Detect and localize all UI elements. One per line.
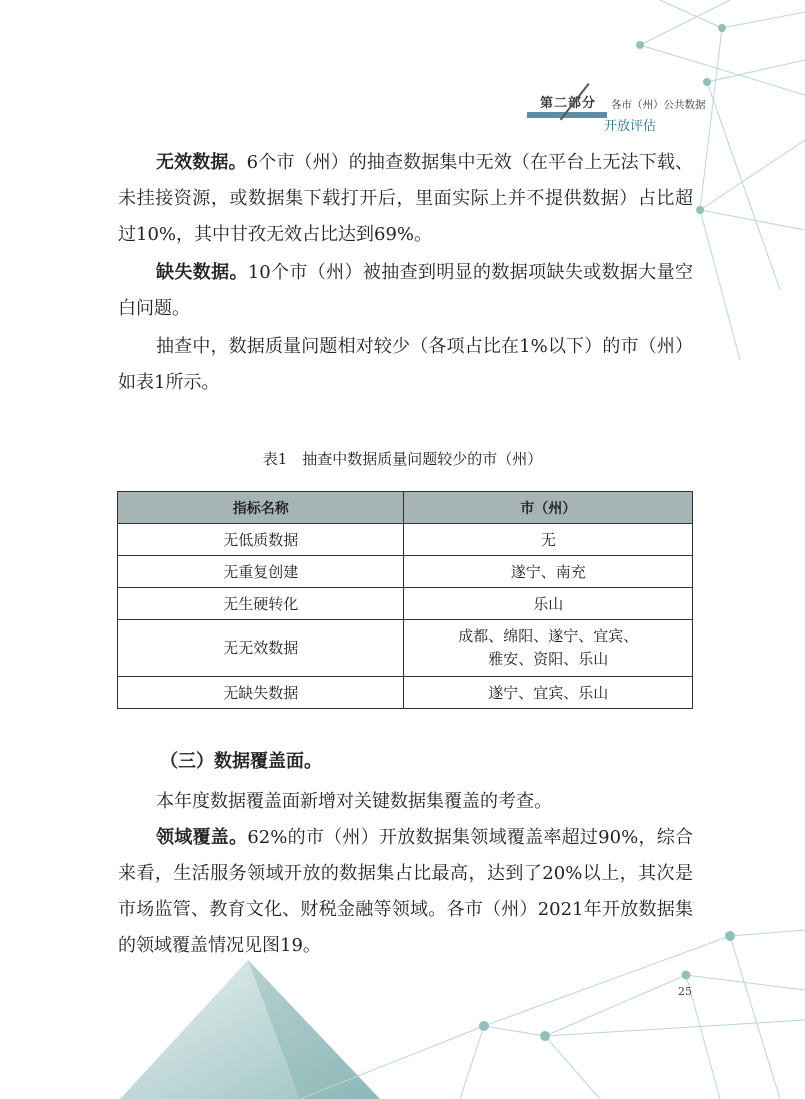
- section-part-label: 第二部分: [540, 96, 597, 111]
- paragraph-invalid-data: [118, 145, 693, 253]
- term-domain-coverage: 领域覆盖。: [156, 827, 248, 848]
- paragraph-text: 6个市（州）的抽查数据集中无效（在平台上无法下载、未挂接资源，或数据集下载打开后，里面实际上并不提供数据）占比超过10%，其中甘孜无效占比达到69%。: [118, 152, 694, 245]
- table-row: [118, 620, 693, 677]
- table-row: [118, 524, 693, 556]
- indicator-cell: 无无效数据: [118, 620, 404, 677]
- page-number: 25: [678, 985, 692, 998]
- table-row: [118, 588, 693, 620]
- indicator-cell: 无生硬转化: [118, 588, 404, 620]
- header-subtitle-large: 开放评估: [604, 119, 657, 134]
- section-heading: （三）数据覆盖面。: [160, 751, 322, 772]
- paragraph-text: 10个市（州）被抽查到明显的数据项缺失或数据大量空白问题。: [118, 262, 694, 319]
- indicator-cell: 无缺失数据: [118, 677, 404, 709]
- cities-cell: 遂宁、南充: [404, 556, 693, 588]
- paragraph-coverage-intro: 本年度数据覆盖面新增对关键数据集覆盖的考查。: [156, 791, 552, 812]
- cities-cell: 无: [404, 524, 693, 556]
- table-row: [118, 556, 693, 588]
- indicator-cell: 无低质数据: [118, 524, 404, 556]
- cities-cell: 乐山: [404, 588, 693, 620]
- cities-line: 成都、绵阳、遂宁、宜宾、: [458, 627, 639, 645]
- cities-cell: 遂宁、宜宾、乐山: [404, 677, 693, 709]
- quality-table: [117, 491, 693, 709]
- paragraph-missing-data: [118, 255, 693, 327]
- column-header: 市（州）: [404, 492, 693, 524]
- paragraph-text: 62%的市（州）开放数据集领域覆盖率超过90%，综合来看，生活服务领域开放的数据集占比最高，达到了20%以上，其次是市场监管、教育文化、财税金融等领域。各市（州）2021年开放数据集的领域覆盖情况见图19。: [118, 827, 693, 956]
- indicator-cell: 无重复创建: [118, 556, 404, 588]
- paragraph-domain-coverage: [118, 820, 693, 964]
- cities-cell: [404, 620, 693, 677]
- cities-line: 雅安、资阳、乐山: [488, 650, 609, 668]
- paragraph-table-intro: 抽查中，数据质量问题相对较少（各项占比在1%以下）的市（州）如表1所示。: [118, 336, 693, 393]
- table-caption: 表1 抽查中数据质量问题较少的市（州）: [262, 450, 543, 468]
- table-row: [118, 677, 693, 709]
- table-header-row: [118, 492, 693, 524]
- column-header: 指标名称: [118, 492, 404, 524]
- term-invalid-data: 无效数据。: [156, 152, 247, 173]
- header-subtitle-small: 各市（州）公共数据: [611, 99, 706, 111]
- term-missing-data: 缺失数据。: [156, 262, 248, 283]
